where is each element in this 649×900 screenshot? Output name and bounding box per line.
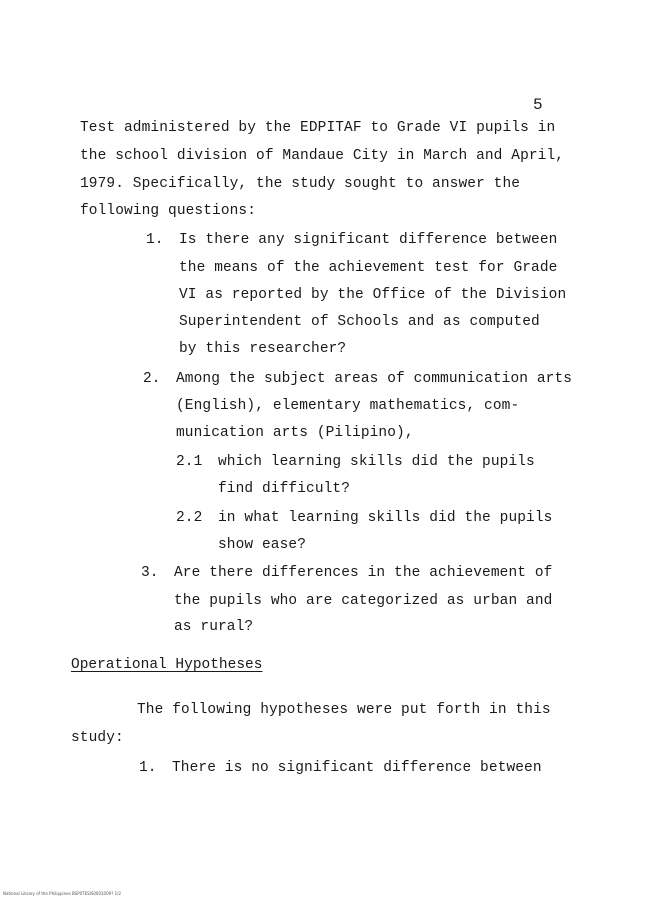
page-number: 5: [533, 96, 543, 114]
intro-line: Test administered by the EDPITAF to Grade VI pupils in: [80, 120, 556, 136]
intro-line: the school division of Mandaue City in March and April,: [80, 148, 565, 164]
intro-line: 1979. Specifically, the study sought to answer the: [80, 176, 521, 192]
hypothesis-line: There is no significant difference between: [172, 760, 542, 776]
subitem-number: 2.1: [176, 454, 203, 470]
question-line: the pupils who are categorized as urban and: [174, 593, 553, 609]
hypotheses-intro-line: study:: [71, 730, 124, 746]
question-number: 1.: [146, 232, 164, 248]
question-line: VI as reported by the Office of the Division: [179, 287, 567, 303]
hypothesis-number: 1.: [139, 760, 157, 776]
subitem-line: in what learning skills did the pupils: [218, 510, 553, 526]
subitem-line: find difficult?: [218, 481, 351, 497]
hypotheses-intro-line: The following hypotheses were put forth in this: [137, 702, 551, 718]
question-line: as rural?: [174, 619, 254, 635]
question-line: Is there any significant difference between: [179, 232, 558, 248]
question-line: (English), elementary mathematics, com-: [176, 398, 520, 414]
question-line: munication arts (Pilipino),: [176, 425, 414, 441]
question-line: Among the subject areas of communication arts: [176, 371, 573, 387]
question-line: Superintendent of Schools and as computed: [179, 314, 540, 330]
section-heading: Operational Hypotheses: [71, 657, 263, 673]
intro-line: following questions:: [80, 203, 257, 219]
archive-footer: National Library of the Philippines BSP0TESIS0001009? 1/2: [3, 891, 122, 896]
question-number: 2.: [143, 371, 161, 387]
subitem-line: show ease?: [218, 537, 307, 553]
question-line: by this researcher?: [179, 341, 347, 357]
subitem-line: which learning skills did the pupils: [218, 454, 535, 470]
question-line: Are there differences in the achievement of: [174, 565, 553, 581]
subitem-number: 2.2: [176, 510, 203, 526]
question-line: the means of the achievement test for Grade: [179, 260, 558, 276]
question-number: 3.: [141, 565, 159, 581]
